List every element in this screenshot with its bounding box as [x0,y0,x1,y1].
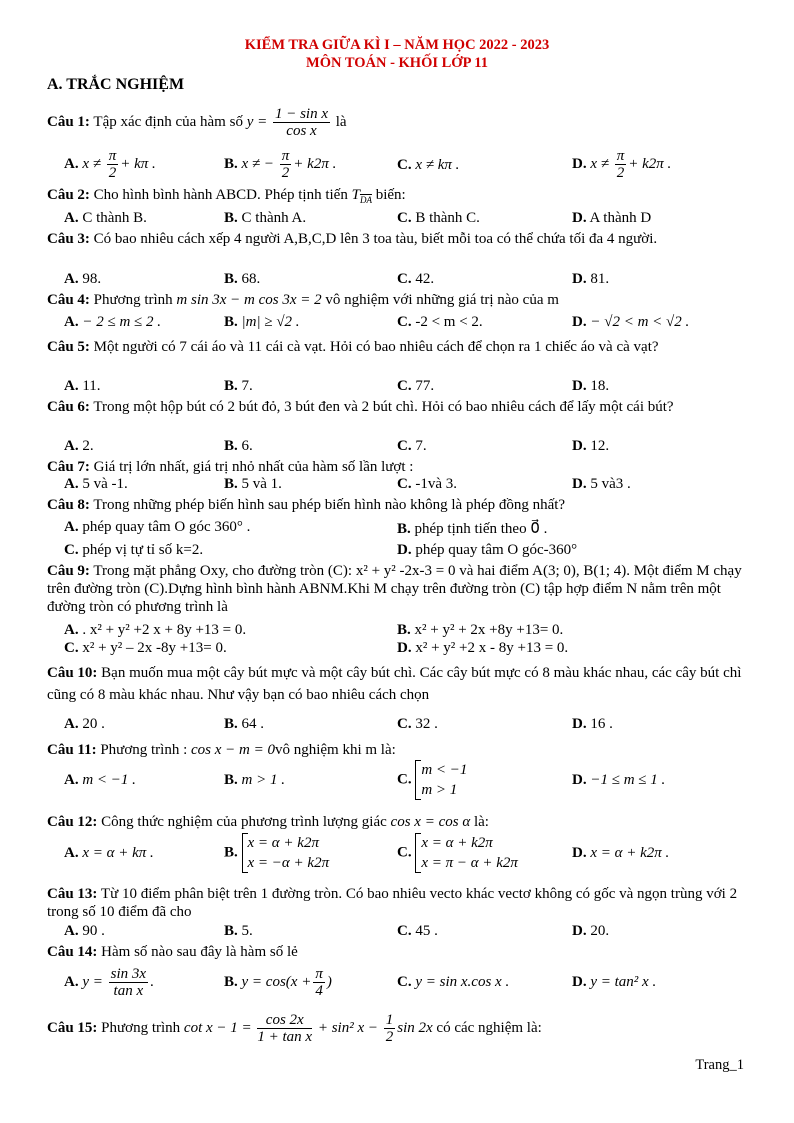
question-14: Câu 14: Hàm số nào sau đây là hàm số lẻ [47,944,298,960]
q2-option-d[interactable]: D. A thành D [572,210,652,226]
q14-option-c[interactable]: C. y = sin x.cos x . [397,974,510,990]
q9-option-b[interactable]: B. x² + y² + 2x +8y +13= 0. [397,622,564,638]
q8-option-c[interactable]: C. phép vị tự tỉ số k=2. [64,542,204,558]
q4-option-b[interactable]: B. |m| ≥ √2 . [224,314,300,330]
q5-option-a[interactable]: A. 11. [64,378,101,394]
question-5: Câu 5: Một người có 7 cái áo và 11 cái cà vạt. Hỏi có bao nhiêu cách để chọn ra 1 chiếc áo và cà vạt? [47,339,659,355]
exam-title: KIỂM TRA GIỮA KÌ I – NĂM HỌC 2022 - 2023 [244,37,550,53]
question-12: Câu 12: Công thức nghiệm của phương trình lượng giác cos x = cos α là: [47,814,489,830]
q5-option-c[interactable]: C. 77. [397,378,435,394]
q11-option-a[interactable]: A. m < −1 . [64,772,136,788]
q11-option-c[interactable]: C. m < −1 m > 1 [397,762,468,798]
q6-option-b[interactable]: B. 6. [224,438,253,454]
q3-option-a[interactable]: A. 98. [64,271,102,287]
q7-option-b[interactable]: B. 5 và 1. [224,476,282,492]
q9-option-a[interactable]: A. . x² + y² +2 x + 8y +13 = 0. [64,622,247,638]
fraction: $\frac{\text{1 − sin x}}{\text{cos x}}$ [274,106,329,139]
q12-option-a[interactable]: A. x = α + kπ . [64,845,154,861]
question-4: Câu 4: Phương trình m sin 3x − m cos 3x = 2 vô nghiệm với những giá trị nào của m [47,292,559,308]
q2-option-c[interactable]: C. B thành C. [397,210,480,226]
q12-option-d[interactable]: D. x = α + k2π . [572,845,670,861]
q14-option-a[interactable]: A. y = $\frac{\sin 3x}{\text{tan x}}$ . [64,966,154,999]
q8-option-b[interactable]: B. phép tịnh tiến theo 0⃗ . [397,521,548,537]
q8-option-d[interactable]: D. phép quay tâm O góc-360° [397,542,578,558]
q4-option-c[interactable]: C. -2 < m < 2. [397,314,483,330]
q14-option-b[interactable]: B. y = cos(x + $\frac{\pi}{4}$ ) [224,966,332,999]
q5-option-d[interactable]: D. 18. [572,378,610,394]
question-9: Câu 9: Trong mặt phẳng Oxy, cho đường tròn (C): x² + y² -2x-3 = 0 và hai điểm A(3; 0), B(1; 4). Một điểm M chạy trên đường tròn (C).Dựng hình bình hành ABNM.Khi M chạy trên đường tròn (C) tập hợp điểm N nằm trên một đường tròn có phương trình là [47,563,742,615]
section-title: A. TRẮC NGHIỆM [47,76,185,93]
question-3: Câu 3: Có bao nhiêu cách xếp 4 người A,B,C,D lên 3 toa tàu, biết mỗi toa có thể chứa tối đa 4 người. [47,231,658,247]
q9-option-d[interactable]: D. x² + y² +2 x - 8y +13 = 0. [397,640,569,656]
q11-option-d[interactable]: D. −1 ≤ m ≤ 1 . [572,772,666,788]
q3-option-c[interactable]: C. 42. [397,271,435,287]
q1-option-d[interactable]: D. x ≠ $\frac{\pi}{2}$ + k2π . [572,148,672,181]
q4-option-a[interactable]: A. − 2 ≤ m ≤ 2 . [64,314,162,330]
q2-option-b[interactable]: B. C thành A. [224,210,307,226]
q13-option-c[interactable]: C. 45 . [397,923,438,939]
q6-option-c[interactable]: C. 7. [397,438,427,454]
q7-option-a[interactable]: A. 5 và -1. [64,476,128,492]
q3-option-d[interactable]: D. 81. [572,271,610,287]
q11-option-b[interactable]: B. m > 1 . [224,772,285,788]
q2-option-a[interactable]: A. C thành B. [64,210,147,226]
question-2: Câu 2: Cho hình bình hành ABCD. Phép tịnh tiến $T_{\overline{DA}}$ biến: [47,187,406,205]
question-10: Câu 10: Bạn muốn mua một cây bút mực và một cây bút chì. Các cây bút mực có 8 màu khác nhau, các cây bút chì cũng có 8 màu khác nhau. Như vậy bạn có bao nhiêu cách chọn [47,665,742,703]
q4-option-d[interactable]: D. − √2 < m < √2 . [572,314,690,330]
q1-option-b[interactable]: B. x ≠ − $\frac{\pi}{2}$ + k2π . [224,148,337,181]
q12-option-b[interactable]: B. x = α + k2π x = −α + k2π [224,835,330,871]
q7-option-c[interactable]: C. -1và 3. [397,476,457,492]
q13-option-d[interactable]: D. 20. [572,923,610,939]
question-15: Câu 15: Phương trình cot x − 1 = $\frac{\cos 2x}{\text{1 + tan x}}$ + sin² x − $\frac{1}{2}$ sin 2x có các nghiệm là: [47,1012,542,1045]
q10-option-c[interactable]: C. 32 . [397,716,438,732]
q10-option-d[interactable]: D. 16 . [572,716,613,732]
q5-option-b[interactable]: B. 7. [224,378,253,394]
q1-option-a[interactable]: A. x ≠ $\frac{\pi}{2}$ + kπ . [64,148,156,181]
page-number: Trang_1 [695,1057,744,1073]
q13-option-b[interactable]: B. 5. [224,923,253,939]
q6-option-d[interactable]: D. 12. [572,438,610,454]
question-8: Câu 8: Trong những phép biến hình sau phép biến hình nào không là phép đồng nhất? [47,497,566,513]
q9-option-c[interactable]: C. x² + y² – 2x -8y +13= 0. [64,640,227,656]
q10-option-b[interactable]: B. 64 . [224,716,265,732]
q3-option-b[interactable]: B. 68. [224,271,261,287]
question-label: Câu 1: [47,113,90,130]
question-7: Câu 7: Giá trị lớn nhất, giá trị nhỏ nhất của hàm số lần lượt : [47,459,414,475]
q12-option-c[interactable]: C. x = α + k2π x = π − α + k2π [397,835,518,871]
question-11: Câu 11: Phương trình : cos x − m = 0vô nghiệm khi m là: [47,742,396,758]
q14-option-d[interactable]: D. y = tan² x . [572,974,657,990]
q10-option-a[interactable]: A. 20 . [64,716,105,732]
case-bracket: x = α + k2π x = −α + k2π [242,833,330,873]
question-1: Câu 1: Tập xác định của hàm số y = $\frac{\text{1 − sin x}}{\text{cos x}}$ là [47,106,347,139]
q1-option-c[interactable]: C. x ≠ kπ . [397,157,460,173]
exam-subject: MÔN TOÁN - KHỐI LỚP 11 [306,55,488,71]
question-13: Câu 13: Từ 10 điểm phân biệt trên 1 đường tròn. Có bao nhiêu vecto khác vectơ không có gốc và ngọn trùng với 2 trong số 10 điểm đã cho [47,886,738,920]
case-bracket: x = α + k2π x = π − α + k2π [415,833,518,873]
q7-option-d[interactable]: D. 5 và3 . [572,476,631,492]
q8-option-a[interactable]: A. phép quay tâm O góc 360° . [64,519,251,535]
q6-option-a[interactable]: A. 2. [64,438,94,454]
question-6: Câu 6: Trong một hộp bút có 2 bút đỏ, 3 bút đen và 2 bút chì. Hỏi có bao nhiêu cách để lấy một cái bút? [47,399,674,415]
q13-option-a[interactable]: A. 90 . [64,923,105,939]
case-bracket: m < −1 m > 1 [415,760,467,800]
